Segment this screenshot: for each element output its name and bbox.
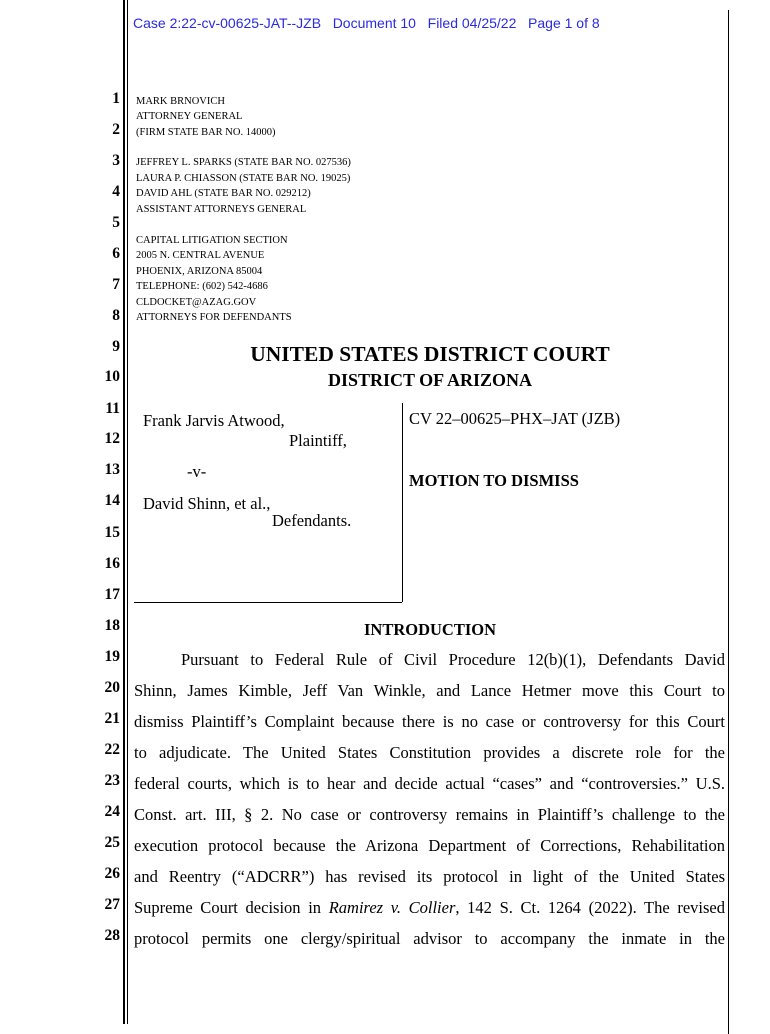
line-number: 25 (104, 834, 120, 851)
line-number: 10 (104, 368, 120, 385)
counsel-line: 2005 N. CENTRAL AVENUE (136, 250, 265, 261)
line-number: 5 (112, 214, 120, 231)
right-margin-rule (728, 10, 729, 1034)
counsel-line: CAPITAL LITIGATION SECTION (136, 235, 288, 246)
body-line-26: and Reentry (“ADCRR”) has revised its protocol in light of the United States (134, 867, 725, 886)
body-line-21: dismiss Plaintiff’s Complaint because there is no case or controversy for this Court (134, 712, 725, 731)
counsel-line: ASSISTANT ATTORNEYS GENERAL (136, 204, 307, 215)
left-margin-rule-inner (127, 0, 128, 1024)
case-header: Case 2:22-cv-00625-JAT--JZB Document 10 Filed 04/25/22 Page 1 of 8 (133, 15, 600, 31)
counsel-line: TELEPHONE: (602) 542-4686 (136, 281, 268, 292)
body-line-19: Pursuant to Federal Rule of Civil Procedure 12(b)(1), Defendants David (181, 650, 725, 669)
body-line-27-text-c: , 142 S. Ct. 1264 (2022). The revised (455, 898, 726, 917)
body-line-20: Shinn, James Kimble, Jeff Van Winkle, and Lance Hetmer move this Court to (134, 681, 725, 700)
body-line-24: Const. art. III, § 2. No case or controversy remains in Plaintiff’s challenge to the (134, 805, 725, 824)
line-number: 17 (104, 586, 120, 603)
line-number: 6 (112, 245, 120, 262)
body-line-27-text-a: Supreme Court decision in (134, 898, 329, 917)
caption-divider-vertical (402, 403, 403, 602)
line-number: 24 (104, 803, 120, 820)
case-citation: Ramirez v. Collier (328, 898, 456, 917)
counsel-line: JEFFREY L. SPARKS (STATE BAR NO. 027536) (136, 157, 351, 168)
counsel-line: ATTORNEYS FOR DEFENDANTS (136, 312, 292, 323)
document-title: MOTION TO DISMISS (409, 471, 579, 490)
body-line-27 (134, 898, 725, 918)
line-number: 26 (104, 865, 120, 882)
versus: -v- (187, 462, 207, 481)
counsel-line: PHOENIX, ARIZONA 85004 (136, 266, 263, 277)
caption-divider-horizontal (134, 602, 402, 603)
line-number: 2 (112, 121, 120, 138)
counsel-line: DAVID AHL (STATE BAR NO. 029212) (136, 188, 311, 199)
line-number: 8 (112, 307, 120, 324)
line-number: 12 (104, 430, 120, 447)
counsel-line: (FIRM STATE BAR NO. 14000) (136, 127, 276, 138)
counsel-line: LAURA P. CHIASSON (STATE BAR NO. 19025) (136, 173, 351, 184)
defendant-role: Defendants. (272, 511, 352, 530)
plaintiff-role: Plaintiff, (289, 431, 347, 450)
line-number: 14 (104, 492, 120, 509)
body-line-22: to adjudicate. The United States Constitution provides a discrete role for the (134, 743, 725, 762)
body-line-23: federal courts, which is to hear and decide actual “cases” and “controversies.” U.S. (134, 774, 725, 793)
body-line-25: execution protocol because the Arizona Department of Corrections, Rehabilitation (134, 836, 725, 855)
defendant-name: David Shinn, et al., (143, 494, 271, 513)
case-number: CV 22–00625–PHX–JAT (JZB) (409, 409, 621, 428)
line-number: 27 (104, 896, 120, 913)
plaintiff-name: Frank Jarvis Atwood, (143, 411, 285, 430)
line-number: 19 (104, 648, 120, 665)
line-number: 7 (112, 276, 120, 293)
line-number: 1 (112, 90, 120, 107)
line-number: 11 (105, 400, 120, 417)
line-number: 15 (104, 524, 120, 541)
line-number: 3 (112, 152, 120, 169)
counsel-line: ATTORNEY GENERAL (136, 111, 243, 122)
line-number: 16 (104, 555, 120, 572)
counsel-line: CLDOCKET@AZAG.GOV (136, 297, 257, 308)
body-line-28: protocol permits one clergy/spiritual advisor to accompany the inmate in the (134, 929, 725, 948)
section-heading: INTRODUCTION (363, 620, 497, 639)
court-district: DISTRICT OF ARIZONA (327, 370, 533, 390)
line-number: 23 (104, 772, 120, 789)
line-number: 22 (104, 741, 120, 758)
line-number: 18 (104, 617, 120, 634)
line-number: 9 (112, 338, 120, 355)
line-number: 20 (104, 679, 120, 696)
court-name: UNITED STATES DISTRICT COURT (250, 342, 610, 366)
counsel-line: MARK BRNOVICH (136, 96, 225, 107)
line-number: 28 (104, 927, 120, 944)
line-number: 4 (112, 183, 120, 200)
line-number: 21 (104, 710, 120, 727)
left-margin-rule-outer (123, 0, 125, 1024)
line-number: 13 (104, 461, 120, 478)
